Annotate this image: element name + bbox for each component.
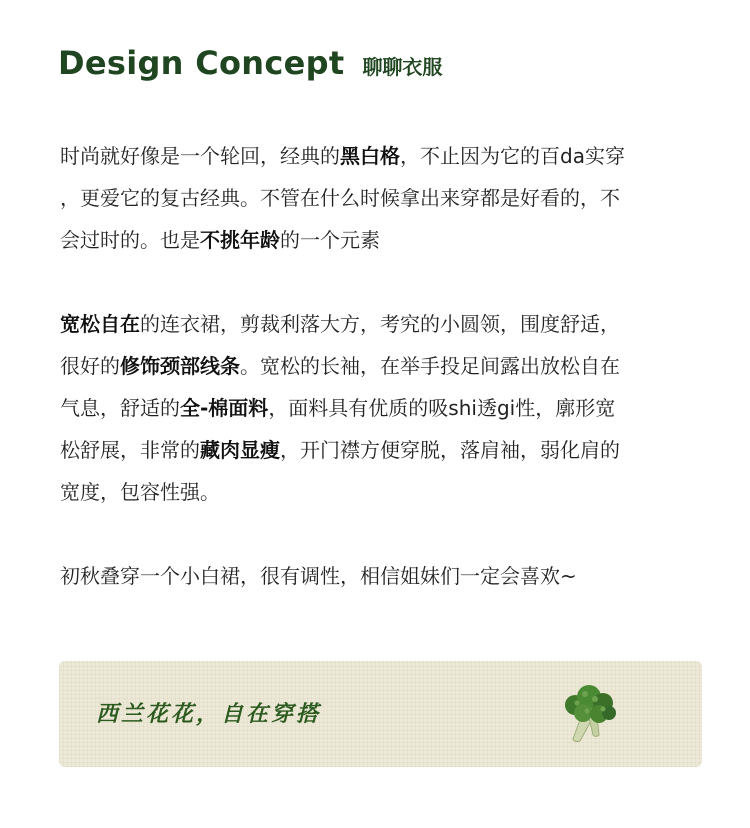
body-text: 气息，舒适的 xyxy=(60,396,180,420)
highlight-text: 修饰颈部线条 xyxy=(120,354,240,378)
paragraph-intro xyxy=(60,135,710,261)
description-body xyxy=(60,135,710,597)
banner-slogan: 西兰花花，自在穿搭 xyxy=(96,701,322,727)
body-text: ，面料具有优质的吸shi透gi性，廓形宽 xyxy=(268,396,616,420)
body-text: ，开门襟方便穿脱，落肩袖，弱化肩的 xyxy=(280,438,620,462)
body-text: 松舒展，非常的 xyxy=(60,438,200,462)
body-text: 时尚就好像是一个轮回，经典的 xyxy=(60,144,340,168)
broccoli-icon xyxy=(559,683,619,745)
body-text: ，不止因为它的百da实穿 xyxy=(400,144,625,168)
body-text: 初秋叠穿一个小白裙，很有调性，相信姐妹们一定会喜欢~ xyxy=(60,564,577,588)
body-text: 。宽松的长袖，在举手投足间露出放松自在 xyxy=(240,354,620,378)
body-text: 的一个元素 xyxy=(280,228,380,252)
page-subtitle: 聊聊衣服 xyxy=(362,55,443,79)
body-text: 宽度，包容性强。 xyxy=(60,480,220,504)
paragraph-closing xyxy=(60,555,710,597)
brand-banner xyxy=(59,661,702,767)
body-text: 的连衣裙，剪裁利落大方，考究的小圆领，围度舒适， xyxy=(140,312,620,336)
highlight-text: 不挑年龄 xyxy=(200,228,280,252)
body-text: 很好的 xyxy=(60,354,120,378)
highlight-text: 全-棉面料 xyxy=(180,396,269,420)
body-text: 会过时的。也是 xyxy=(60,228,200,252)
page-title: Design Concept xyxy=(58,44,345,82)
page-header xyxy=(58,44,442,82)
highlight-text: 宽松自在 xyxy=(60,312,140,336)
body-text: ，更爱它的复古经典。不管在什么时候拿出来穿都是好看的，不 xyxy=(60,186,620,210)
highlight-text: 藏肉显瘦 xyxy=(200,438,280,462)
highlight-text: 黑白格 xyxy=(340,144,400,168)
paragraph-details xyxy=(60,303,710,513)
